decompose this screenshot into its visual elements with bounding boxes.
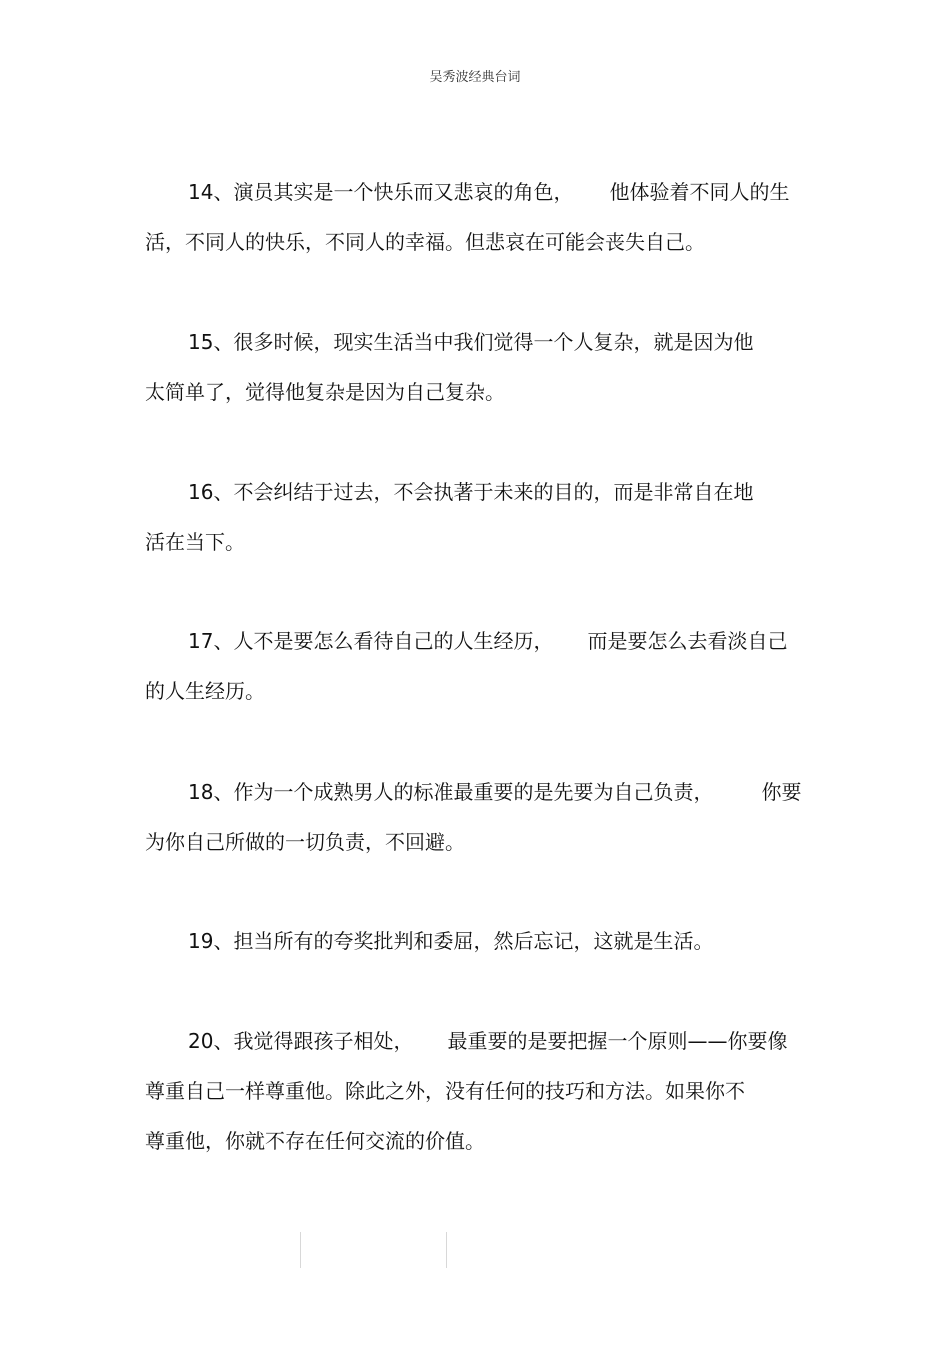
quote-line: 尊重他，你就不存在任何交流的价值。	[145, 1129, 485, 1153]
quote-text: 而是要怎么去看淡自己	[587, 629, 788, 653]
quote-line: 16、不会纠结于过去，不会执著于未来的目的，而是非常自在地	[188, 480, 754, 504]
quote-text: 最重要的是要把握一个原则——你要像	[447, 1029, 788, 1053]
quote-text: 20、我觉得跟孩子相处，	[188, 1029, 414, 1053]
quote-text: 你要	[761, 780, 802, 804]
quote-text: 18、作为一个成熟男人的标准最重要的是先要为自己负责，	[188, 780, 714, 804]
quote-line	[145, 767, 815, 817]
quote-item-17	[145, 616, 815, 716]
quote-item-16	[145, 467, 815, 567]
quote-line: 19、担当所有的夸奖批判和委屈，然后忘记，这就是生活。	[188, 929, 714, 953]
quote-line: 15、很多时候，现实生活当中我们觉得一个人复杂，就是因为他	[188, 330, 754, 354]
footer-divider-left	[300, 1232, 301, 1268]
quote-text: 17、人不是要怎么看待自己的人生经历，	[188, 629, 554, 653]
quote-line: 太简单了，觉得他复杂是因为自己复杂。	[145, 380, 505, 404]
quote-line: 活，不同人的快乐，不同人的幸福。但悲哀在可能会丧失自己。	[145, 230, 705, 254]
quote-line: 尊重自己一样尊重他。除此之外，没有任何的技巧和方法。如果你不	[145, 1079, 745, 1103]
quote-text: 他体验着不同人的生	[609, 180, 790, 204]
quote-line: 的人生经历。	[145, 679, 265, 703]
page-header: 吴秀波经典台词	[429, 70, 521, 85]
quote-item-19	[145, 916, 815, 966]
quote-item-18	[145, 767, 815, 867]
quote-line	[145, 1016, 815, 1066]
quote-item-14	[145, 167, 815, 267]
quote-line	[145, 616, 815, 666]
quote-item-20	[145, 1016, 815, 1166]
quote-item-15	[145, 317, 815, 417]
quote-line	[145, 167, 815, 217]
quote-line: 为你自己所做的一切负责，不回避。	[145, 830, 465, 854]
quote-line: 活在当下。	[145, 530, 245, 554]
footer-divider-right	[446, 1232, 447, 1268]
quote-text: 14、演员其实是一个快乐而又悲哀的角色，	[188, 180, 574, 204]
